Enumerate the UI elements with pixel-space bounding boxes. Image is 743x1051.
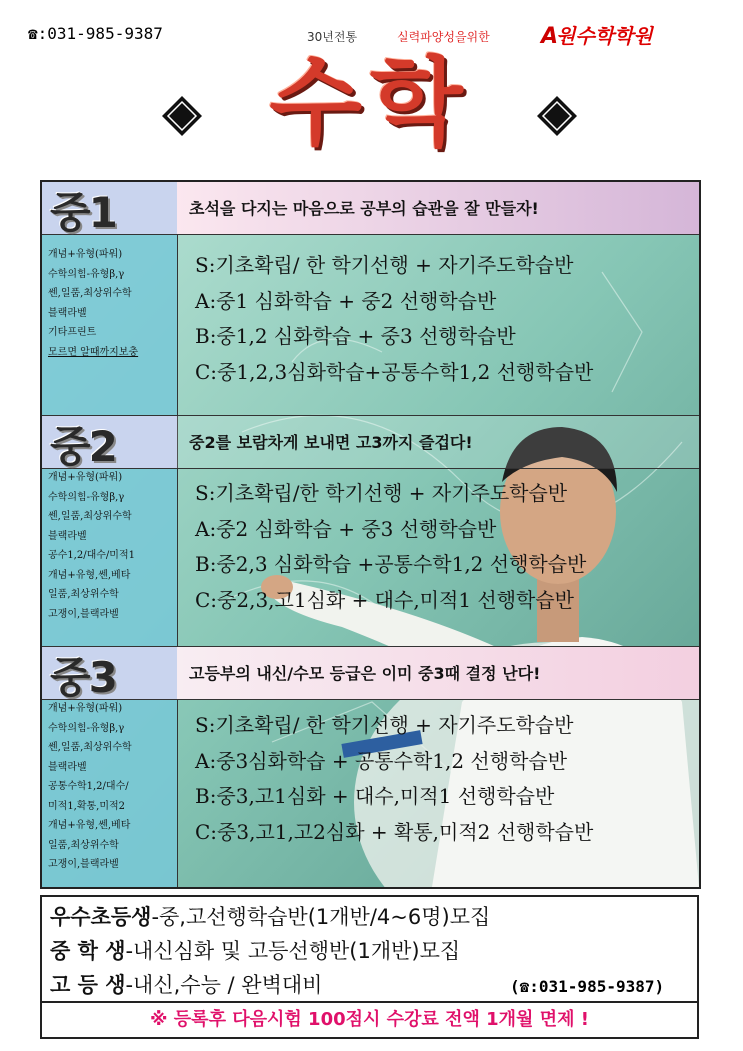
recruit-label: 중 학 생 (50, 939, 126, 963)
grade-box (42, 182, 178, 237)
material-item: 수학의힘-유형β,γ (48, 491, 125, 503)
course-item: S:기초확립/ 한 학기선행 + 자기주도학습반 (195, 713, 574, 737)
recruit-line (50, 901, 490, 931)
academy-logo (541, 20, 653, 49)
course-item: B:중3,고1심화 + 대수,미적1 선행학습반 (195, 784, 555, 808)
course-item: B:중1,2 심화학습 + 중3 선행학습반 (195, 324, 516, 348)
materials-list (48, 699, 132, 875)
course-list (195, 248, 593, 390)
recruit-label: 우수초등생 (50, 905, 152, 929)
recruit-label: 고 등 생 (50, 973, 126, 997)
material-item: 블랙라벨 (48, 530, 87, 542)
course-item: C:중2,3,고1심화 + 대수,미적1 선행학습반 (195, 587, 575, 612)
logo-mark: A (541, 24, 557, 49)
section-header (42, 182, 699, 235)
headline-box (177, 182, 699, 234)
material-item: 개념+유형(파워) (48, 472, 123, 483)
material-item: 수학의힘-유형β,γ (48, 268, 125, 280)
section-headline: 초석을 다지는 마음으로 공부의 습관을 잘 만들자! (189, 199, 539, 218)
course-item: A:중3심화학습 + 공통수학1,2 선행학습반 (195, 748, 568, 773)
course-item: C:중1,2,3심화학습+공통수학1,2 선행학습반 (195, 359, 594, 384)
contact-phone: (☎:031-985-9387) (510, 977, 665, 996)
grade-box (42, 647, 178, 702)
recruit-text: -중,고선행학습반(1개반/4~6명)모집 (151, 905, 491, 929)
headline-box (177, 647, 699, 699)
material-item: 고쟁이,블랙라벨 (48, 608, 119, 620)
material-item: 일품,최상위수학 (48, 839, 119, 851)
material-item: 쎈,일품,최상위수학 (48, 288, 132, 299)
material-item: 블랙라벨 (48, 761, 87, 773)
material-item: 공수1,2/대수/미적1 (48, 550, 135, 561)
grade-box (42, 416, 178, 471)
material-item: 개념+유형(파워) (48, 249, 123, 260)
material-item: 수학의힘-유형β,γ (48, 722, 125, 734)
section-header (42, 415, 699, 469)
grade-label: 중1 (50, 188, 116, 237)
course-item: C:중3,고1,고2심화 + 확통,미적2 선행학습반 (195, 819, 594, 844)
materials-list (48, 468, 135, 624)
recruit-box (40, 895, 699, 1039)
material-item: 개념+유형,쎈,베타 (48, 569, 131, 581)
section-header (42, 646, 699, 700)
material-item: 블랙라벨 (48, 307, 87, 319)
course-item: B:중2,3 심화학습 +공통수학1,2 선행학습반 (195, 552, 587, 576)
material-item: 개념+유형(파워) (48, 703, 123, 714)
material-item: 쎈,일품,최상위수학 (48, 511, 132, 522)
section-headline: 중2를 보람차게 보내면 고3까지 즐겁다! (189, 433, 473, 452)
diamond-icon-left (160, 94, 204, 138)
material-item: 공통수학1,2/대수/ (48, 781, 129, 792)
course-item: A:중2 심화학습 + 중3 선행학습반 (195, 516, 497, 541)
materials-list (48, 245, 138, 362)
material-item: 개념+유형,쎈,베타 (48, 820, 131, 831)
recruit-line (50, 935, 460, 965)
section-headline: 고등부의 내신/수모 등급은 이미 중3때 결정 난다! (189, 664, 541, 683)
material-item: 쎈,일품,최상위수학 (48, 742, 132, 753)
material-item: 미적1,확통,미적2 (48, 800, 126, 812)
material-item: 모르면 알때까지보충 (48, 346, 139, 358)
course-item: S:기초확립/ 한 학기선행 + 자기주도학습반 (195, 253, 574, 277)
material-item: 일품,최상위수학 (48, 589, 119, 600)
material-item: 기타프린트 (48, 327, 97, 338)
course-board (40, 180, 701, 889)
header-since: 30년전통 (307, 30, 358, 44)
recruit-text: -내신심화 및 고등선행반(1개반)모집 (125, 939, 461, 963)
course-item: S:기초확립/한 학기선행 + 자기주도학습반 (195, 481, 568, 505)
logo-text: 원수학학원 (556, 24, 653, 48)
course-list (195, 708, 593, 850)
course-item: A:중1 심화학습 + 중2 선행학습반 (195, 288, 497, 313)
diamond-icon-right (535, 94, 579, 138)
course-list (195, 476, 586, 618)
grade-label: 중3 (50, 653, 116, 702)
material-item: 고쟁이,블랙라벨 (48, 859, 119, 870)
header-phone: ☎:031-985-9387 (28, 24, 163, 43)
grade-label: 중2 (50, 422, 116, 471)
headline-box (177, 416, 699, 468)
recruit-line (50, 969, 322, 999)
page-title: 수학 (269, 47, 471, 159)
promo-notice: ※ 등록후 다음시험 100점시 수강료 전액 1개월 면제 ! (42, 1001, 697, 1037)
header-slogan: 실력파양성을위한 (397, 30, 490, 44)
recruit-text: -내신,수능 / 완벽대비 (125, 973, 323, 997)
